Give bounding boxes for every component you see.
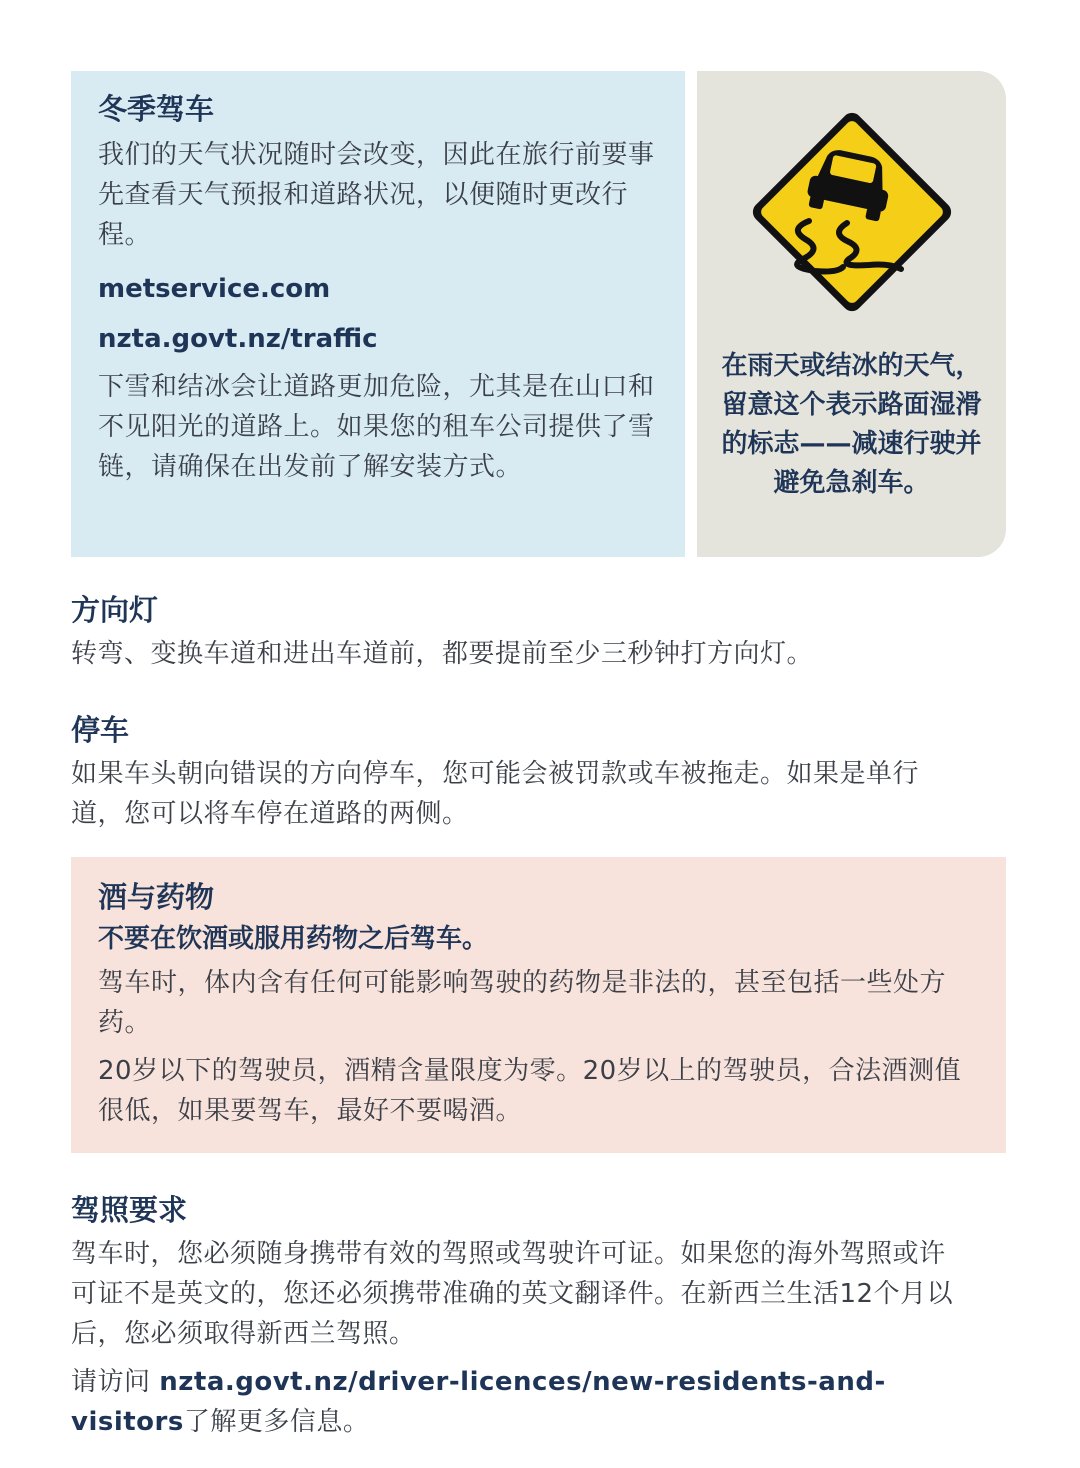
- winter-driving-title: 冬季驾车: [98, 92, 215, 126]
- licence-link[interactable]: nzta.govt.nz/driver-licences/new-residents-and-visitors: [71, 1367, 886, 1437]
- indicators-section: [71, 590, 971, 674]
- more-info-prefix: 请访问: [71, 1367, 160, 1397]
- traffic-link[interactable]: nzta.govt.nz/traffic: [98, 324, 378, 354]
- indicators-text: 转弯、变换车道和进出车道前，都要提前至少三秒钟打方向灯。: [71, 639, 814, 669]
- winter-driving-text: 我们的天气状况随时会改变，因此在旅行前要事先查看天气预报和道路状况，以便随时更改行程。: [98, 140, 655, 250]
- alcohol-drugs-panel: [71, 857, 1006, 1153]
- licence-more-info: [71, 1362, 971, 1442]
- alcohol-drugs-subtitle: 不要在饮酒或服用药物之后驾车。: [98, 924, 489, 954]
- drugs-text: 驾车时，体内含有任何可能影响驾驶的药物是非法的，甚至包括一些处方药。: [98, 968, 947, 1038]
- parking-title: 停车: [71, 713, 130, 747]
- winter-driving-panel: [71, 71, 685, 557]
- alcohol-drugs-title: 酒与药物: [98, 880, 215, 914]
- metservice-link[interactable]: metservice.com: [98, 274, 331, 304]
- parking-text: 如果车头朝向错误的方向停车，您可能会被罚款或车被拖走。如果是单行道，您可以将车停在道路的两侧。: [71, 759, 920, 829]
- slippery-road-sign-icon: [739, 99, 965, 325]
- licence-section: [71, 1190, 971, 1442]
- licence-text: 驾车时，您必须随身携带有效的驾照或驾驶许可证。如果您的海外驾照或许可证不是英文的，您还必须携带准确的英文翻译件。在新西兰生活12个月以后，您必须取得新西兰驾照。: [71, 1239, 954, 1349]
- snow-ice-text: 下雪和结冰会让道路更加危险，尤其是在山口和不见阳光的道路上。如果您的租车公司提供了雪链，请确保在出发前了解安装方式。: [98, 372, 655, 482]
- indicators-title: 方向灯: [71, 593, 159, 627]
- parking-section: [71, 710, 971, 834]
- slippery-sign-caption: 在雨天或结冰的天气，留意这个表示路面湿滑的标志——减速行驶并避免急刹车。: [721, 351, 982, 498]
- licence-title: 驾照要求: [71, 1193, 188, 1227]
- slippery-sign-panel: [697, 71, 1006, 557]
- alcohol-limit-text: 20岁以下的驾驶员，酒精含量限度为零。20岁以上的驾驶员，合法酒测值很低，如果要驾车，最好不要喝酒。: [98, 1056, 962, 1126]
- more-info-suffix: 了解更多信息。: [183, 1407, 370, 1437]
